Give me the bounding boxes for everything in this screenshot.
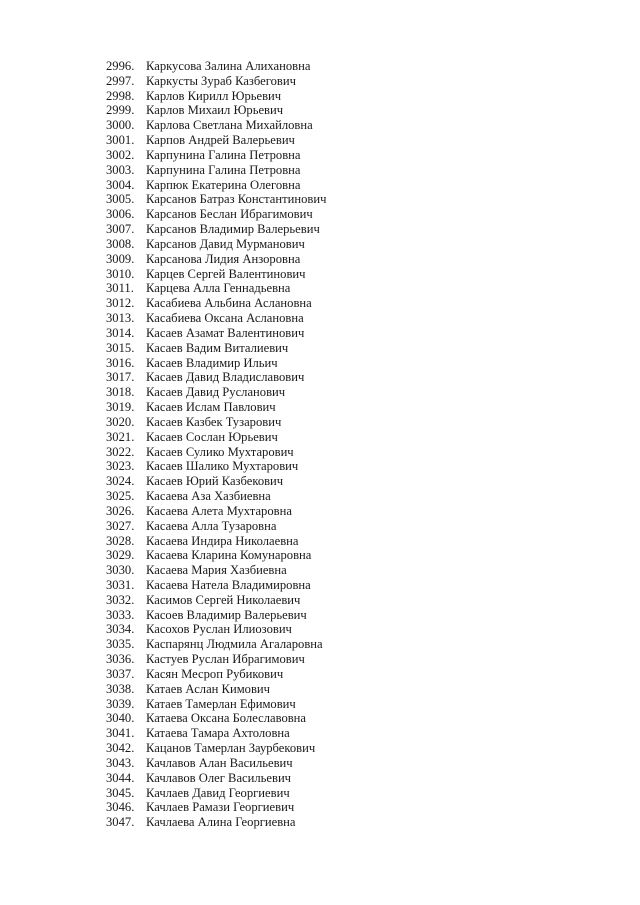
entry-name: Касаева Кларина Комунаровна (146, 548, 312, 563)
entry-number: 3030. (106, 563, 135, 578)
entry-number: 3018. (106, 385, 135, 400)
entry-number: 3007. (106, 222, 135, 237)
entry-number: 3004. (106, 177, 135, 192)
entry-number: 3023. (106, 459, 135, 474)
list-item (106, 311, 326, 326)
entry-name: Касян Месроп Рубикович (146, 666, 284, 681)
list-item (106, 207, 326, 222)
entry-name: Карцева Алла Геннадьевна (146, 281, 291, 296)
entry-name: Карсанов Владимир Валерьевич (146, 222, 320, 237)
list-item (106, 504, 326, 519)
list-item (106, 637, 326, 652)
list-item (106, 192, 326, 207)
list-item (106, 222, 326, 237)
entry-name: Карпунина Галина Петровна (146, 147, 301, 162)
entry-name: Касаева Мария Хазбиевна (146, 563, 287, 578)
entry-name: Касабиева Альбина Аслановна (146, 296, 312, 311)
list-item (106, 815, 326, 830)
entry-name: Карлов Кирилл Юрьевич (146, 88, 282, 103)
entry-number: 3001. (106, 133, 135, 148)
list-item (106, 118, 326, 133)
list-item (106, 103, 326, 118)
list-item (106, 445, 326, 460)
list-item (106, 519, 326, 534)
entry-name: Касаев Казбек Тузарович (146, 414, 282, 429)
entry-number: 3038. (106, 681, 135, 696)
entry-name: Карсанов Батраз Константинович (146, 192, 327, 207)
entry-name: Катаева Оксана Болеславовна (146, 711, 307, 726)
entry-name: Качлаев Давид Георгиевич (146, 785, 290, 800)
entry-number: 3008. (106, 236, 135, 251)
list-item (106, 578, 326, 593)
entry-name: Касаев Сулико Мухтарович (146, 444, 294, 459)
list-item (106, 548, 326, 563)
entry-name: Касаева Аза Хазбиевна (146, 489, 271, 504)
entry-name: Касаев Азамат Валентинович (146, 325, 305, 340)
list-item (106, 726, 326, 741)
entry-number: 3046. (106, 800, 135, 815)
entry-number: 3034. (106, 622, 135, 637)
entry-name: Касабиева Оксана Аслановна (146, 311, 304, 326)
entry-number: 3028. (106, 533, 135, 548)
list-item (106, 697, 326, 712)
entry-number: 3039. (106, 696, 135, 711)
entry-number: 3012. (106, 296, 135, 311)
list-item (106, 608, 326, 623)
list-item (106, 267, 326, 282)
list-item (106, 474, 326, 489)
entry-number: 3000. (106, 118, 135, 133)
list-item (106, 534, 326, 549)
entry-name: Касимов Сергей Николаевич (146, 592, 301, 607)
list-item (106, 622, 326, 637)
entry-name: Касоев Владимир Валерьевич (146, 607, 307, 622)
entry-number: 3025. (106, 489, 135, 504)
entry-number: 3010. (106, 266, 135, 281)
entry-name: Касаев Владимир Ильич (146, 355, 278, 370)
entry-number: 3020. (106, 414, 135, 429)
entry-name: Кацанов Тамерлан Заурбекович (146, 741, 316, 756)
entry-number: 3005. (106, 192, 135, 207)
entry-name: Касаев Ислам Павлович (146, 400, 276, 415)
entry-name: Качлавов Алан Васильевич (146, 755, 293, 770)
entry-name: Карпюк Екатерина Олеговна (146, 177, 301, 192)
list-item (106, 74, 326, 89)
list-item (106, 682, 326, 697)
entry-number: 3047. (106, 815, 135, 830)
entry-name: Карлова Светлана Михайловна (146, 118, 313, 133)
entry-name: Качлаев Рамази Георгиевич (146, 800, 295, 815)
entry-number: 3040. (106, 711, 135, 726)
list-item (106, 89, 326, 104)
entry-number: 3044. (106, 770, 135, 785)
list-item (106, 133, 326, 148)
list-item (106, 652, 326, 667)
entry-number: 3011. (106, 281, 134, 296)
entry-number: 3022. (106, 444, 135, 459)
list-item (106, 800, 326, 815)
entry-number: 3045. (106, 785, 135, 800)
entry-name: Каспарянц Людмила Агаларовна (146, 637, 323, 652)
entry-number: 2999. (106, 103, 135, 118)
list-item (106, 370, 326, 385)
entry-name: Касаев Сослан Юрьевич (146, 429, 278, 444)
entry-number: 3031. (106, 577, 135, 592)
entry-name: Катаева Тамара Ахтоловна (146, 726, 290, 741)
entry-name: Касаева Алета Мухтаровна (146, 503, 292, 518)
list-item (106, 741, 326, 756)
list-item (106, 59, 326, 74)
entry-name: Карсанов Давид Мурманович (146, 236, 305, 251)
entry-name: Катаев Аслан Кимович (146, 681, 270, 696)
entry-number: 3035. (106, 637, 135, 652)
list-item (106, 148, 326, 163)
entry-name: Каркусова Залина Алихановна (146, 59, 311, 73)
list-item (106, 593, 326, 608)
list-item (106, 326, 326, 341)
entry-number: 3016. (106, 355, 135, 370)
entry-name: Карцев Сергей Валентинович (146, 266, 306, 281)
entry-name: Карсанова Лидия Анзоровна (146, 251, 301, 266)
name-list (106, 59, 326, 830)
list-item (106, 385, 326, 400)
entry-number: 3036. (106, 652, 135, 667)
entry-name: Карпунина Галина Петровна (146, 162, 301, 177)
list-item (106, 237, 326, 252)
entry-name: Качлаева Алина Георгиевна (146, 815, 296, 830)
entry-number: 3029. (106, 548, 135, 563)
entry-number: 3003. (106, 162, 135, 177)
entry-number: 3033. (106, 607, 135, 622)
entry-name: Касохов Руслан Илиозович (146, 622, 292, 637)
entry-number: 3006. (106, 207, 135, 222)
list-item (106, 459, 326, 474)
entry-name: Касаев Давид Русланович (146, 385, 286, 400)
entry-number: 3021. (106, 429, 135, 444)
list-item (106, 756, 326, 771)
list-item (106, 281, 326, 296)
entry-number: 3019. (106, 400, 135, 415)
list-item (106, 178, 326, 193)
list-item (106, 667, 326, 682)
entry-number: 3032. (106, 592, 135, 607)
list-item (106, 711, 326, 726)
entry-name: Карсанов Беслан Ибрагимович (146, 207, 313, 222)
list-item (106, 400, 326, 415)
entry-number: 3042. (106, 741, 135, 756)
entry-number: 3037. (106, 666, 135, 681)
entry-name: Качлавов Олег Васильевич (146, 770, 292, 785)
entry-number: 3024. (106, 474, 135, 489)
entry-name: Касаев Вадим Виталиевич (146, 340, 289, 355)
entry-number: 3002. (106, 147, 135, 162)
entry-name: Карлов Михаил Юрьевич (146, 103, 284, 118)
entry-name: Касаева Натела Владимировна (146, 577, 311, 592)
list-item (106, 356, 326, 371)
list-item (106, 786, 326, 801)
entry-name: Касаев Давид Владиславович (146, 370, 305, 385)
entry-number: 2996. (106, 59, 135, 73)
entry-number: 3027. (106, 518, 135, 533)
list-item (106, 252, 326, 267)
list-item (106, 430, 326, 445)
entry-number: 2997. (106, 73, 135, 88)
list-item (106, 771, 326, 786)
entry-name: Каркусты Зураб Казбегович (146, 73, 296, 88)
entry-name: Кастуев Руслан Ибрагимович (146, 652, 305, 667)
list-item (106, 563, 326, 578)
list-item (106, 163, 326, 178)
entry-number: 3026. (106, 503, 135, 518)
entry-number: 3041. (106, 726, 135, 741)
entry-name: Касаев Юрий Казбекович (146, 474, 284, 489)
list-item (106, 296, 326, 311)
entry-name: Касаев Шалико Мухтарович (146, 459, 299, 474)
entry-name: Катаев Тамерлан Ефимович (146, 696, 296, 711)
entry-number: 3017. (106, 370, 135, 385)
entry-number: 3043. (106, 755, 135, 770)
entry-name: Карпов Андрей Валерьевич (146, 133, 295, 148)
entry-number: 3015. (106, 340, 135, 355)
entry-name: Касаева Алла Тузаровна (146, 518, 277, 533)
entry-number: 3009. (106, 251, 135, 266)
entry-name: Касаева Индира Николаевна (146, 533, 299, 548)
list-item (106, 341, 326, 356)
list-item (106, 415, 326, 430)
list-item (106, 489, 326, 504)
entry-number: 3014. (106, 325, 135, 340)
entry-number: 3013. (106, 311, 135, 326)
entry-number: 2998. (106, 88, 135, 103)
